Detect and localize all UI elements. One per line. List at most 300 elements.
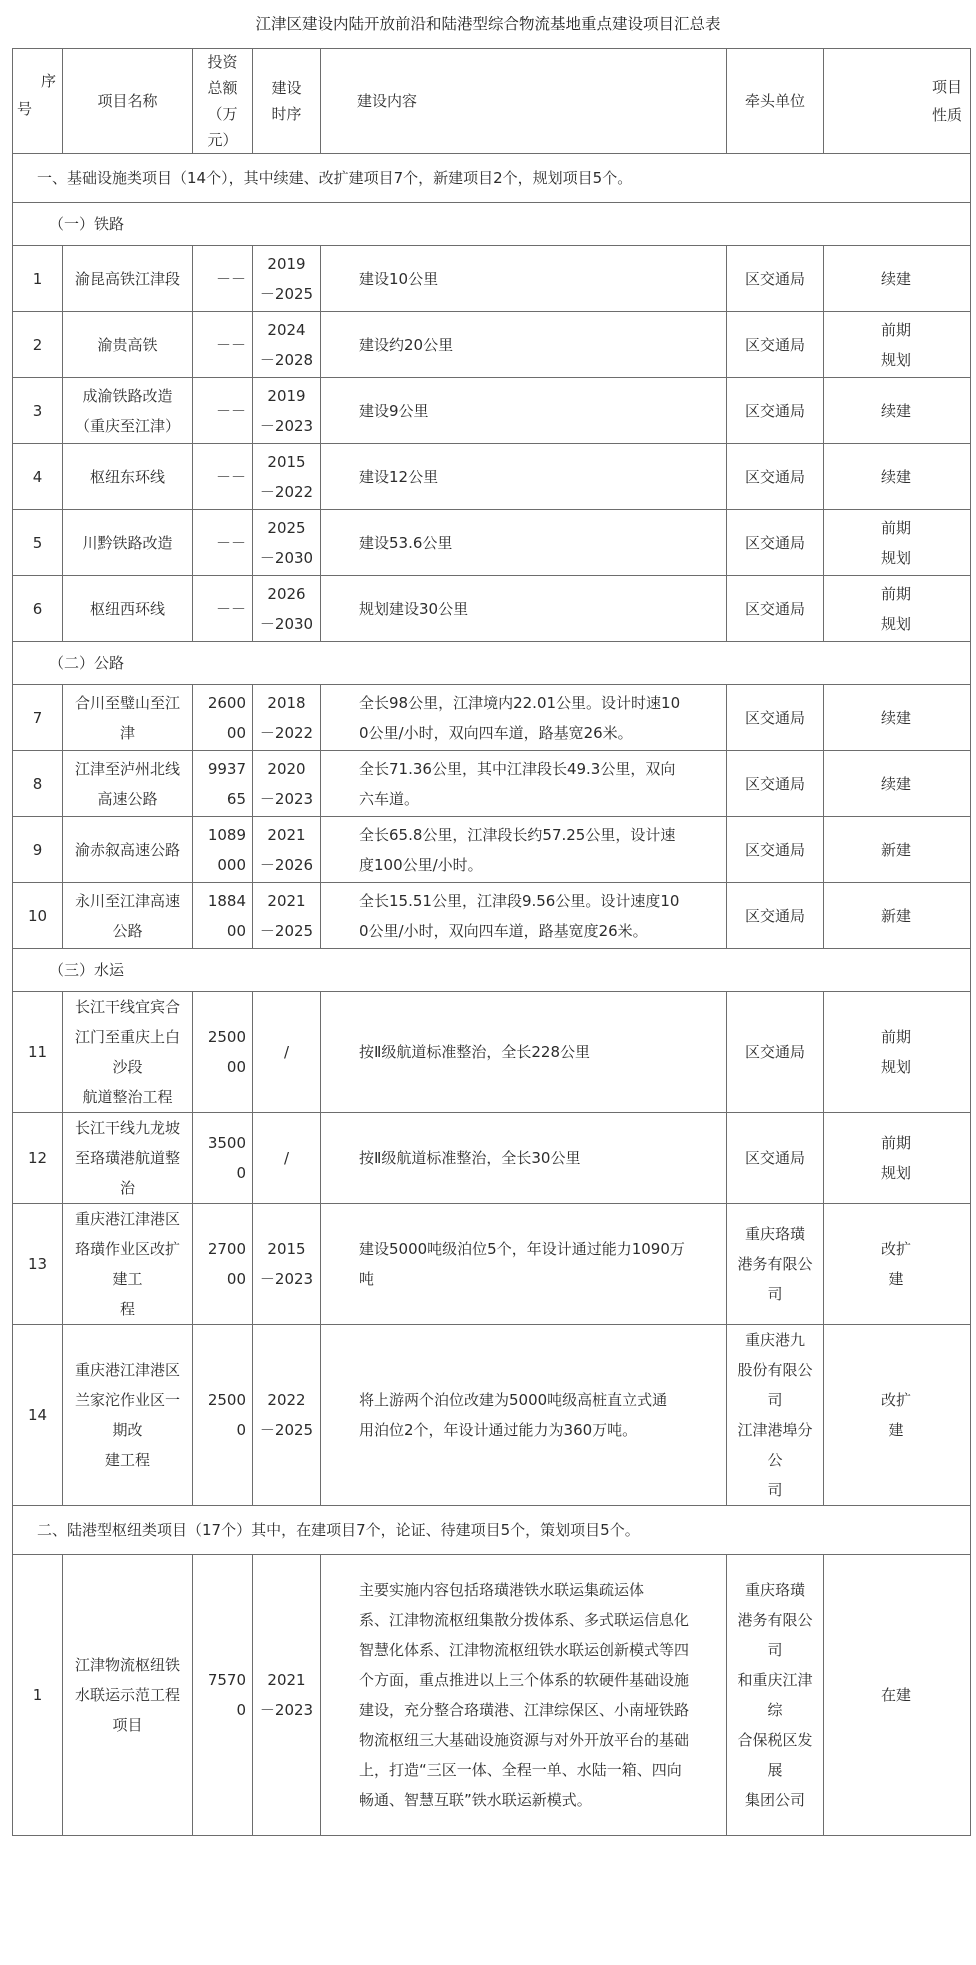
construction-content-line: 建设，充分整合珞璜港、江津综保区、小南垭铁路: [359, 1701, 690, 1719]
row-number: 1: [13, 1555, 63, 1836]
lead-unit: [727, 1113, 824, 1204]
project-name: [63, 883, 193, 949]
section-land-port-hub-label: 二、陆港型枢纽类项目（17个）其中，在建项目7个，论证、待建项目5个，策划项目5个。: [13, 1506, 971, 1555]
row-number: 1: [13, 246, 63, 312]
construction-content-line: 建设12公里: [359, 467, 439, 486]
table-row: [13, 751, 971, 817]
lead-unit-line: 港务有限公司: [737, 1611, 813, 1659]
construction-period-line: －2025: [259, 1421, 314, 1439]
project-name-line: 枢纽东环线: [89, 467, 165, 486]
construction-period: [253, 817, 321, 883]
project-nature: [824, 883, 971, 949]
project-nature: [824, 576, 971, 642]
investment-amount-line: 3500: [207, 1134, 246, 1152]
construction-content-line: 度100公里/小时。: [359, 855, 483, 874]
construction-period-line: 2020: [267, 759, 306, 778]
investment-amount-line: 7570: [207, 1671, 246, 1689]
project-nature: [824, 1555, 971, 1836]
table-row: [13, 817, 971, 883]
header-investment-line: 总额（万: [207, 79, 238, 123]
construction-period: [253, 1325, 321, 1506]
lead-unit-line: 区交通局: [744, 1149, 805, 1167]
lead-unit-line: 股份有限公司: [737, 1361, 813, 1409]
construction-period-line: －2022: [259, 482, 314, 501]
investment-amount-line: 9937: [207, 759, 246, 778]
row-number: 14: [13, 1325, 63, 1506]
lead-unit: [727, 992, 824, 1113]
investment-amount-line: －－: [215, 533, 246, 552]
construction-period-line: 2022: [267, 1391, 306, 1409]
subsection-waterway: [13, 949, 971, 992]
lead-unit-line: 重庆珞璜: [744, 1225, 805, 1243]
header-period-line: 建设: [271, 79, 302, 97]
project-name: [63, 312, 193, 378]
project-name: [63, 246, 193, 312]
construction-content-line: 个方面，重点推进以上三个体系的软硬件基础设施: [359, 1671, 690, 1689]
table-row: [13, 378, 971, 444]
project-name-line: 川黔铁路改造: [82, 533, 173, 552]
lead-unit-line: 区交通局: [744, 840, 805, 859]
project-nature-line: 前期: [880, 584, 911, 603]
investment-amount-line: 1884: [207, 891, 246, 910]
lead-unit-line: 集团公司: [744, 1791, 805, 1809]
header-no-top: 序: [40, 72, 56, 90]
construction-content: [321, 685, 727, 751]
lead-unit: [727, 312, 824, 378]
section-infrastructure-label: 一、基础设施类项目（14个），其中续建、改扩建项目7个，新建项目2个，规划项目5个。: [13, 154, 971, 203]
lead-unit-line: 重庆珞璜: [744, 1581, 805, 1599]
construction-content: [321, 817, 727, 883]
construction-period-line: 2026: [267, 584, 306, 603]
construction-period: [253, 751, 321, 817]
investment-amount-line: 1089: [207, 825, 246, 844]
investment-amount: [193, 1113, 253, 1204]
lead-unit: [727, 751, 824, 817]
project-nature: [824, 1204, 971, 1325]
construction-content: [321, 883, 727, 949]
investment-amount-line: 2500: [207, 1391, 246, 1409]
lead-unit: [727, 817, 824, 883]
construction-period-line: 2025: [267, 518, 306, 537]
construction-content-line: 将上游两个泊位改建为5000吨级高桩直立式通: [359, 1391, 668, 1409]
table-row: [13, 246, 971, 312]
header-investment-line: 投资: [207, 53, 238, 71]
table-row: [13, 992, 971, 1113]
project-nature-line: 新建: [880, 840, 911, 859]
lead-unit-line: 区交通局: [744, 269, 805, 288]
table-row: [13, 312, 971, 378]
construction-period-line: －2023: [259, 789, 314, 808]
investment-amount-line: 00: [226, 723, 246, 742]
lead-unit-line: 港务有限公司: [737, 1255, 813, 1303]
construction-period: [253, 1555, 321, 1836]
construction-period: [253, 444, 321, 510]
project-nature: [824, 510, 971, 576]
project-nature-line: 在建: [880, 1686, 911, 1704]
investment-amount-line: 00: [226, 921, 246, 940]
row-number: 5: [13, 510, 63, 576]
project-name: [63, 817, 193, 883]
lead-unit: [727, 378, 824, 444]
project-name: [63, 378, 193, 444]
project-nature: [824, 817, 971, 883]
header-investment: [193, 49, 253, 154]
project-name-line: 枢纽西环线: [89, 599, 165, 618]
project-nature-line: 前期: [880, 1028, 911, 1046]
subsection-railway-label: （一）铁路: [13, 203, 971, 246]
construction-period-line: 2024: [267, 320, 306, 339]
lead-unit-line: 重庆港九: [744, 1331, 805, 1349]
row-number: 2: [13, 312, 63, 378]
project-name-line: 重庆港江津港区: [74, 1361, 180, 1379]
investment-amount: [193, 992, 253, 1113]
investment-amount-line: 0: [236, 1164, 246, 1182]
project-name: [63, 1555, 193, 1836]
construction-content-line: 建设5000吨级泊位5个，年设计通过能力1090万: [359, 1240, 685, 1258]
lead-unit-line: 区交通局: [744, 599, 805, 618]
project-nature-line: 建: [888, 1270, 904, 1288]
construction-content-line: 主要实施内容包括珞璜港铁水联运集疏运体: [359, 1581, 645, 1599]
construction-period: [253, 1113, 321, 1204]
project-nature-line: 新建: [880, 906, 911, 925]
construction-period-line: 2021: [267, 1671, 306, 1689]
construction-content-line: 0公里/小时，双向四车道，路基宽度26米。: [359, 921, 648, 940]
lead-unit-line: 合保税区发展: [737, 1731, 813, 1779]
project-name-line: 兰家沱作业区一期改: [74, 1391, 180, 1439]
construction-period: [253, 883, 321, 949]
construction-content-line: 物流枢纽三大基础设施资源与对外开放平台的基础: [359, 1731, 690, 1749]
investment-amount: [193, 883, 253, 949]
lead-unit-line: 区交通局: [744, 708, 805, 727]
project-nature-line: 建: [888, 1421, 904, 1439]
construction-period-line: －2026: [259, 855, 314, 874]
lead-unit: [727, 1325, 824, 1506]
lead-unit: [727, 576, 824, 642]
header-content: 建设内容: [321, 49, 727, 154]
row-number: 3: [13, 378, 63, 444]
construction-period-line: 2015: [267, 452, 306, 471]
construction-content: [321, 312, 727, 378]
construction-content-line: 0公里/小时，双向四车道，路基宽26米。: [359, 723, 633, 742]
subsection-waterway-label: （三）水运: [13, 949, 971, 992]
construction-content: [321, 751, 727, 817]
project-nature-line: 规划: [880, 548, 911, 567]
investment-amount: [193, 751, 253, 817]
lead-unit-line: 区交通局: [744, 467, 805, 486]
project-name: [63, 685, 193, 751]
lead-unit-line: 江津港埠分公: [737, 1421, 813, 1469]
table-row: [13, 510, 971, 576]
project-name-line: 渝贵高铁: [97, 335, 158, 354]
project-name-line: 航道整治工程: [82, 1088, 173, 1106]
row-number: 9: [13, 817, 63, 883]
lead-unit-line: 和重庆江津综: [737, 1671, 813, 1719]
construction-content-line: 上，打造“三区一体、全程一单、水陆一箱、四向: [359, 1761, 682, 1779]
lead-unit: [727, 685, 824, 751]
investment-amount-line: －－: [215, 599, 246, 618]
construction-content-line: 按Ⅱ级航道标准整治，全长228公里: [359, 1043, 591, 1061]
project-nature-line: 前期: [880, 1134, 911, 1152]
investment-amount: [193, 576, 253, 642]
construction-content-line: 规划建设30公里: [359, 599, 469, 618]
construction-period: [253, 312, 321, 378]
project-nature-line: 续建: [880, 269, 911, 288]
construction-period: [253, 1204, 321, 1325]
project-name: [63, 1204, 193, 1325]
construction-period-line: 2018: [267, 693, 306, 712]
project-name-line: 珞璜作业区改扩建工: [74, 1240, 180, 1288]
project-nature-line: 续建: [880, 467, 911, 486]
lead-unit-line: 区交通局: [744, 774, 805, 793]
project-name-line: 江津物流枢纽铁: [74, 1656, 180, 1674]
construction-content: [321, 1204, 727, 1325]
construction-content-line: 建设53.6公里: [359, 533, 453, 552]
construction-period-line: －2023: [259, 1701, 314, 1719]
construction-content-line: 建设约20公里: [359, 335, 454, 354]
investment-amount: [193, 246, 253, 312]
project-name-line: 长江干线宜宾合: [74, 998, 180, 1016]
construction-period-line: 2019: [267, 386, 306, 405]
construction-period-line: －2028: [259, 350, 314, 369]
project-name: [63, 1113, 193, 1204]
construction-content-line: 按Ⅱ级航道标准整治，全长30公里: [359, 1149, 581, 1167]
project-name: [63, 444, 193, 510]
subsection-highway-label: （二）公路: [13, 642, 971, 685]
construction-period: [253, 992, 321, 1113]
investment-amount: [193, 444, 253, 510]
construction-period: [253, 510, 321, 576]
investment-amount: [193, 510, 253, 576]
construction-content: [321, 992, 727, 1113]
header-nature: [824, 49, 971, 154]
project-name: [63, 576, 193, 642]
project-nature-line: 改扩: [880, 1240, 911, 1258]
table-row: [13, 1325, 971, 1506]
lead-unit-line: 区交通局: [744, 906, 805, 925]
header-lead-unit: 牵头单位: [727, 49, 824, 154]
construction-period: [253, 378, 321, 444]
project-name-line: 公路: [112, 921, 143, 940]
table-row: [13, 444, 971, 510]
investment-amount-line: 000: [217, 855, 246, 874]
project-name-line: 高速公路: [97, 789, 158, 808]
construction-content: [321, 1113, 727, 1204]
construction-content-line: 畅通、智慧互联”铁水联运新模式。: [359, 1791, 592, 1809]
construction-content-line: 智慧化体系、江津物流枢纽铁水联运创新模式等四: [359, 1641, 690, 1659]
project-nature: [824, 992, 971, 1113]
project-name-line: 津: [119, 723, 135, 742]
construction-period-line: －2022: [259, 723, 314, 742]
investment-amount-line: －－: [215, 269, 246, 288]
project-name-line: 渝昆高铁江津段: [74, 269, 180, 288]
subsection-highway: [13, 642, 971, 685]
row-number: 13: [13, 1204, 63, 1325]
project-nature: [824, 1325, 971, 1506]
header-no-bottom: 号: [17, 100, 33, 118]
investment-amount-line: 2500: [207, 1028, 246, 1046]
row-number: 8: [13, 751, 63, 817]
project-nature-line: 前期: [880, 518, 911, 537]
construction-period: [253, 576, 321, 642]
investment-amount: [193, 1204, 253, 1325]
construction-period: [253, 685, 321, 751]
construction-content: [321, 510, 727, 576]
row-number: 4: [13, 444, 63, 510]
table-row: [13, 1204, 971, 1325]
project-summary-table: [12, 48, 971, 1836]
project-nature: [824, 751, 971, 817]
project-nature-line: 续建: [880, 401, 911, 420]
lead-unit: [727, 1555, 824, 1836]
row-number: 6: [13, 576, 63, 642]
investment-amount-line: 2700: [207, 1240, 246, 1258]
project-name-line: 至珞璜港航道整治: [74, 1149, 180, 1197]
construction-content: [321, 576, 727, 642]
header-nature-line: 性质: [931, 106, 962, 124]
project-name-line: 渝赤叙高速公路: [74, 840, 180, 859]
construction-content-line: 六车道。: [359, 789, 420, 808]
construction-period-line: 2015: [267, 1240, 306, 1258]
investment-amount-line: －－: [215, 401, 246, 420]
table-row: [13, 1113, 971, 1204]
header-investment-line: 元）: [207, 131, 238, 149]
header-period-line: 时序: [271, 105, 302, 123]
row-number: 12: [13, 1113, 63, 1204]
project-nature: [824, 685, 971, 751]
lead-unit: [727, 246, 824, 312]
investment-amount-line: 65: [226, 789, 246, 808]
construction-content: [321, 444, 727, 510]
project-name: [63, 992, 193, 1113]
project-name-line: 水联运示范工程项目: [74, 1686, 180, 1734]
project-name-line: 建工程: [104, 1451, 150, 1469]
project-name-line: 江津至泸州北线: [74, 759, 180, 778]
construction-content-line: 用泊位2个，年设计通过能力为360万吨。: [359, 1421, 638, 1439]
construction-content: [321, 1325, 727, 1506]
project-nature: [824, 312, 971, 378]
investment-amount-line: 00: [226, 1270, 246, 1288]
project-name: [63, 751, 193, 817]
table-row: [13, 1555, 971, 1836]
project-name-line: 合川至璧山至江: [74, 693, 180, 712]
row-number: 7: [13, 685, 63, 751]
project-name: [63, 1325, 193, 1506]
investment-amount: [193, 685, 253, 751]
project-nature: [824, 444, 971, 510]
project-nature: [824, 246, 971, 312]
investment-amount: [193, 378, 253, 444]
project-nature: [824, 1113, 971, 1204]
construction-period-line: 2021: [267, 891, 306, 910]
project-name-line: （重庆至江津）: [74, 416, 180, 435]
construction-content-line: 建设10公里: [359, 269, 439, 288]
construction-period-line: －2023: [259, 416, 314, 435]
investment-amount: [193, 1555, 253, 1836]
construction-content-line: 全长65.8公里，江津段长约57.25公里，设计速: [359, 825, 676, 844]
table-row: [13, 685, 971, 751]
construction-content-line: 全长98公里，江津境内22.01公里。设计时速10: [359, 693, 681, 712]
lead-unit: [727, 510, 824, 576]
lead-unit-line: 区交通局: [744, 401, 805, 420]
project-name-line: 成渝铁路改造: [82, 386, 173, 405]
construction-period-line: /: [283, 1149, 290, 1167]
project-name: [63, 510, 193, 576]
investment-amount: [193, 817, 253, 883]
project-name-line: 永川至江津高速: [74, 891, 180, 910]
lead-unit-line: 区交通局: [744, 335, 805, 354]
project-nature-line: 续建: [880, 774, 911, 793]
construction-period-line: －2030: [259, 548, 314, 567]
construction-period-line: 2019: [267, 254, 306, 273]
construction-content-line: 建设9公里: [359, 401, 429, 420]
subsection-railway: [13, 203, 971, 246]
lead-unit-line: 区交通局: [744, 1043, 805, 1061]
section-infrastructure: [13, 154, 971, 203]
project-nature-line: 续建: [880, 708, 911, 727]
document-title: 江津区建设内陆开放前沿和陆港型综合物流基地重点建设项目汇总表: [255, 15, 721, 33]
construction-period: [253, 246, 321, 312]
project-nature-line: 规划: [880, 1058, 911, 1076]
table-header-row: [13, 49, 971, 154]
section-land-port-hub: [13, 1506, 971, 1555]
construction-period-line: 2021: [267, 825, 306, 844]
investment-amount-line: 0: [236, 1421, 246, 1439]
header-period: [253, 49, 321, 154]
lead-unit-line: 区交通局: [744, 533, 805, 552]
project-nature: [824, 378, 971, 444]
lead-unit: [727, 1204, 824, 1325]
construction-content-line: 全长71.36公里，其中江津段长49.3公里，双向: [359, 759, 676, 778]
construction-content: [321, 378, 727, 444]
row-number: 10: [13, 883, 63, 949]
project-name-line: 江门至重庆上白沙段: [74, 1028, 180, 1076]
construction-period-line: －2023: [259, 1270, 314, 1288]
construction-content: [321, 246, 727, 312]
project-name-line: 长江干线九龙坡: [74, 1119, 180, 1137]
project-nature-line: 改扩: [880, 1391, 911, 1409]
construction-period-line: /: [283, 1043, 290, 1061]
table-row: [13, 576, 971, 642]
construction-period-line: －2030: [259, 614, 314, 633]
row-number: 11: [13, 992, 63, 1113]
header-no: [13, 49, 63, 154]
project-name-line: 程: [119, 1300, 135, 1318]
lead-unit: [727, 883, 824, 949]
lead-unit: [727, 444, 824, 510]
header-project-name: 项目名称: [63, 49, 193, 154]
investment-amount-line: －－: [215, 467, 246, 486]
investment-amount: [193, 312, 253, 378]
lead-unit-line: 司: [767, 1481, 783, 1499]
investment-amount-line: 00: [226, 1058, 246, 1076]
investment-amount-line: －－: [215, 335, 246, 354]
investment-amount-line: 0: [236, 1701, 246, 1719]
investment-amount-line: 2600: [207, 693, 246, 712]
project-nature-line: 规划: [880, 350, 911, 369]
construction-period-line: －2025: [259, 284, 314, 303]
construction-content: [321, 1555, 727, 1836]
investment-amount: [193, 1325, 253, 1506]
project-nature-line: 规划: [880, 1164, 911, 1182]
construction-content-line: 全长15.51公里，江津段9.56公里。设计速度10: [359, 891, 680, 910]
construction-content-line: 系、江津物流枢纽集散分拨体系、多式联运信息化: [359, 1611, 690, 1629]
project-name-line: 重庆港江津港区: [74, 1210, 180, 1228]
project-nature-line: 前期: [880, 320, 911, 339]
construction-content-line: 吨: [359, 1270, 375, 1288]
header-nature-line: 项目: [931, 78, 962, 96]
table-row: [13, 883, 971, 949]
construction-period-line: －2025: [259, 921, 314, 940]
